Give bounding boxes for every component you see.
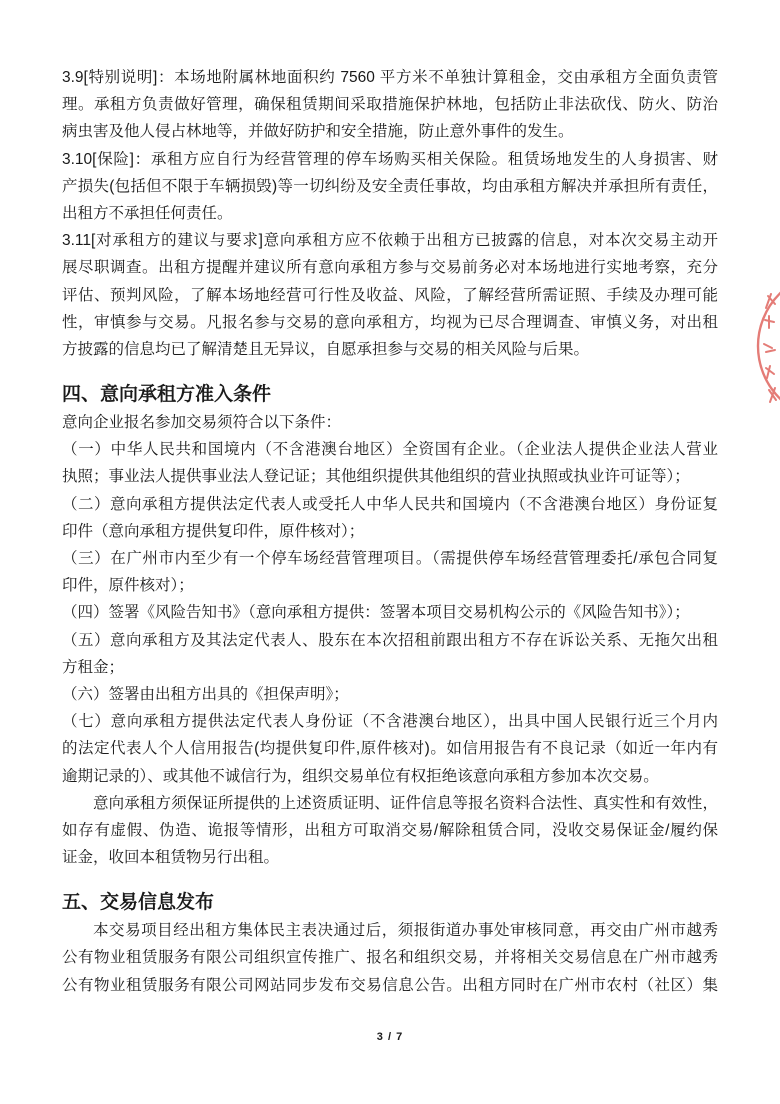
clause-3-9-line: 病虫害及他人侵占林地等，并做好防护和安全措施，防止意外事件的发生。 bbox=[62, 123, 574, 141]
note-line: 如存有虚假、伪造、诡报等情形，出租方可取消交易/解除租赁合同，没收交易保证金/履约保 bbox=[62, 821, 718, 839]
paragraph-line: 本交易项目经出租方集体民主表决通过后，须报街道办事处审核同意，再交由广州市越秀 bbox=[93, 922, 718, 940]
section-5-paragraph bbox=[62, 917, 718, 999]
clause-3-11-line: 3.11[对承租方的建议与要求]意向承租方应不依赖于出租方已披露的信息，对本次交易主动开 bbox=[62, 232, 718, 250]
clause-3-10-line: 3.10[保险]：承租方应自行为经营管理的停车场购买相关保险。租赁场地发生的人身损害、财 bbox=[62, 150, 718, 168]
clause-3-11 bbox=[62, 227, 718, 363]
condition-line: （二）意向承租方提供法定代表人或受托人中华人民共和国境内（不含港澳台地区）身份证复 bbox=[62, 495, 718, 513]
paragraph-line: 公有物业租赁服务有限公司组织宣传推广、报名和组织交易，并将相关交易信息在广州市越秀 bbox=[62, 949, 718, 967]
note-line: 证金，收回本租赁物另行出租。 bbox=[62, 849, 280, 867]
condition-7 bbox=[62, 708, 718, 790]
clause-3-11-line: 评估、预判风险，了解本场地经营可行性及收益、风险，了解经营所需证照、手续及办理可能 bbox=[62, 286, 718, 304]
condition-4 bbox=[62, 599, 718, 626]
condition-1 bbox=[62, 436, 718, 490]
clause-3-9-line: 理。承租方负责做好管理，确保租赁期间采取措施保护林地，包括防止非法砍伐、防火、防治 bbox=[62, 96, 718, 114]
clause-3-10-line: 产损失(包括但不限于车辆损毁)等一切纠纷及安全责任事故，均由承租方解决并承担所有责任， bbox=[62, 177, 718, 195]
condition-5 bbox=[62, 627, 718, 681]
clause-3-11-line: 性，审慎参与交易。凡报名参与交易的意向承租方，均视为已尽合理调查、审慎义务，对出租 bbox=[62, 313, 718, 331]
condition-line: （六）签署由出租方出具的《担保声明》； bbox=[62, 685, 349, 703]
paragraph-line: 公有物业租赁服务有限公司网站同步发布交易信息公告。出租方同时在广州市农村（社区）集 bbox=[62, 976, 718, 994]
condition-line: （三）在广州市内至少有一个停车场经营管理项目。（需提供停车场经营管理委托/承包合同复 bbox=[62, 550, 718, 567]
clause-3-9 bbox=[62, 64, 718, 146]
condition-line: 执照；事业法人提供事业法人登记证；其他组织提供其他组织的营业执照或执业许可证等）； bbox=[62, 468, 690, 486]
condition-line: 逾期记录的）、或其他不诚信行为，组织交易单位有权拒绝该意向承租方参加本次交易。 bbox=[62, 767, 659, 785]
section-5-heading: 五、交易信息发布 bbox=[62, 892, 215, 914]
section-4-heading: 四、意向承租方准入条件 bbox=[62, 384, 272, 406]
clause-3-9-line: 3.9[特别说明]：本场地附属林地面积约 7560 平方米不单独计算租金，交由承租方全面负责管 bbox=[62, 69, 718, 86]
condition-line: （一）中华人民共和国境内（不含港澳台地区）全资国有企业。（企业法人提供企业法人营业 bbox=[62, 441, 718, 459]
condition-6 bbox=[62, 681, 718, 708]
condition-line: 的法定代表人个人信用报告(均提供复印件,原件核对)。如信用报告有不良记录（如近一年内有 bbox=[62, 740, 718, 758]
section-4-intro: 意向企业报名参加交易须符合以下条件： bbox=[62, 414, 342, 432]
note-line: 意向承租方须保证所提供的上述资质证明、证件信息等报名资料合法性、真实性和有效性， bbox=[93, 794, 718, 812]
condition-line: （四）签署《风险告知书》（意向承租方提供：签署本项目交易机构公示的《风险告知书》）； bbox=[62, 604, 690, 622]
red-seal-fragment bbox=[748, 282, 780, 412]
section-4-note bbox=[62, 790, 718, 872]
clause-3-11-line: 展尽职调查。出租方提醒并建议所有意向承租方参与交易前务必对本场地进行实地考察，充分 bbox=[62, 259, 718, 277]
condition-line: （七）意向承租方提供法定代表人身份证（不含港澳台地区），出具中国人民银行近三个月内 bbox=[62, 713, 718, 731]
condition-2 bbox=[62, 491, 718, 545]
clause-3-11-line: 方披露的信息均已了解清楚且无异议，自愿承担参与交易的相关风险与后果。 bbox=[62, 340, 590, 358]
page-number: 3 / 7 bbox=[376, 1031, 404, 1043]
condition-line: 方租金； bbox=[62, 658, 125, 676]
clause-3-10 bbox=[62, 146, 718, 228]
condition-line: （五）意向承租方及其法定代表人、股东在本次招租前跟出租方不存在诉讼关系、无拖欠出租 bbox=[62, 631, 718, 649]
condition-3 bbox=[62, 545, 718, 599]
clause-3-10-line: 出租方不承担任何责任。 bbox=[62, 204, 233, 222]
condition-line: 印件，原件核对）； bbox=[62, 577, 194, 595]
page-content bbox=[62, 64, 718, 999]
condition-line: 印件（意向承租方提供复印件，原件核对）； bbox=[62, 522, 365, 540]
